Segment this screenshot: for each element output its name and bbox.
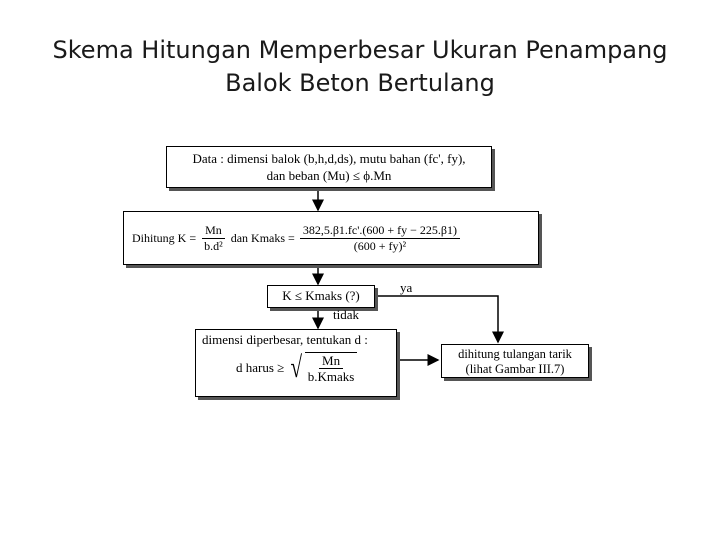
tulangan-line-2: (lihat Gambar III.7) [465, 362, 565, 376]
enlarge-line-1: dimensi diperbesar, tentukan d : [202, 332, 368, 347]
kmaks-numerator: 382,5.β1.fc'.(600 + fy − 225.β1) [300, 223, 460, 239]
tulangan-line-1: dihitung tulangan tarik [458, 347, 572, 361]
k-prefix: Dihitung K = [132, 230, 197, 245]
kmaks-fraction [300, 223, 460, 254]
kmaks-prefix: dan Kmaks = [230, 230, 295, 245]
k-numerator: Mn [202, 223, 225, 239]
k-calculation-box [123, 211, 539, 265]
d-denominator: b.Kmaks [307, 369, 355, 384]
title-line-2: Balok Beton Bertulang [225, 69, 495, 97]
data-input-box [166, 146, 492, 188]
kmaks-denominator: (600 + fy)² [353, 238, 407, 253]
k-fraction [201, 223, 226, 254]
k-check-text: K ≤ Kmaks (?) [282, 288, 360, 303]
enlarge-dimension-box [195, 329, 397, 397]
data-line-1: Data : dimensi balok (b,h,d,ds), mutu bahan (fc', fy), [192, 151, 466, 166]
d-lhs: d harus ≥ [236, 360, 285, 375]
ya-label: ya [400, 280, 413, 295]
d-numerator: Mn [319, 353, 343, 369]
k-denominator: b.d² [204, 238, 223, 253]
k-check-decision-box [267, 285, 375, 308]
tidak-label: tidak [333, 307, 359, 322]
sqrt-sign-icon: √ [290, 351, 303, 384]
data-line-2: dan beban (Mu) ≤ ϕ.Mn [266, 168, 392, 183]
d-fraction [305, 352, 358, 384]
tensile-reinforcement-box [441, 344, 589, 378]
title-line-1: Skema Hitungan Memperbesar Ukuran Penampang [52, 36, 668, 64]
d-requirement-formula [202, 352, 390, 384]
